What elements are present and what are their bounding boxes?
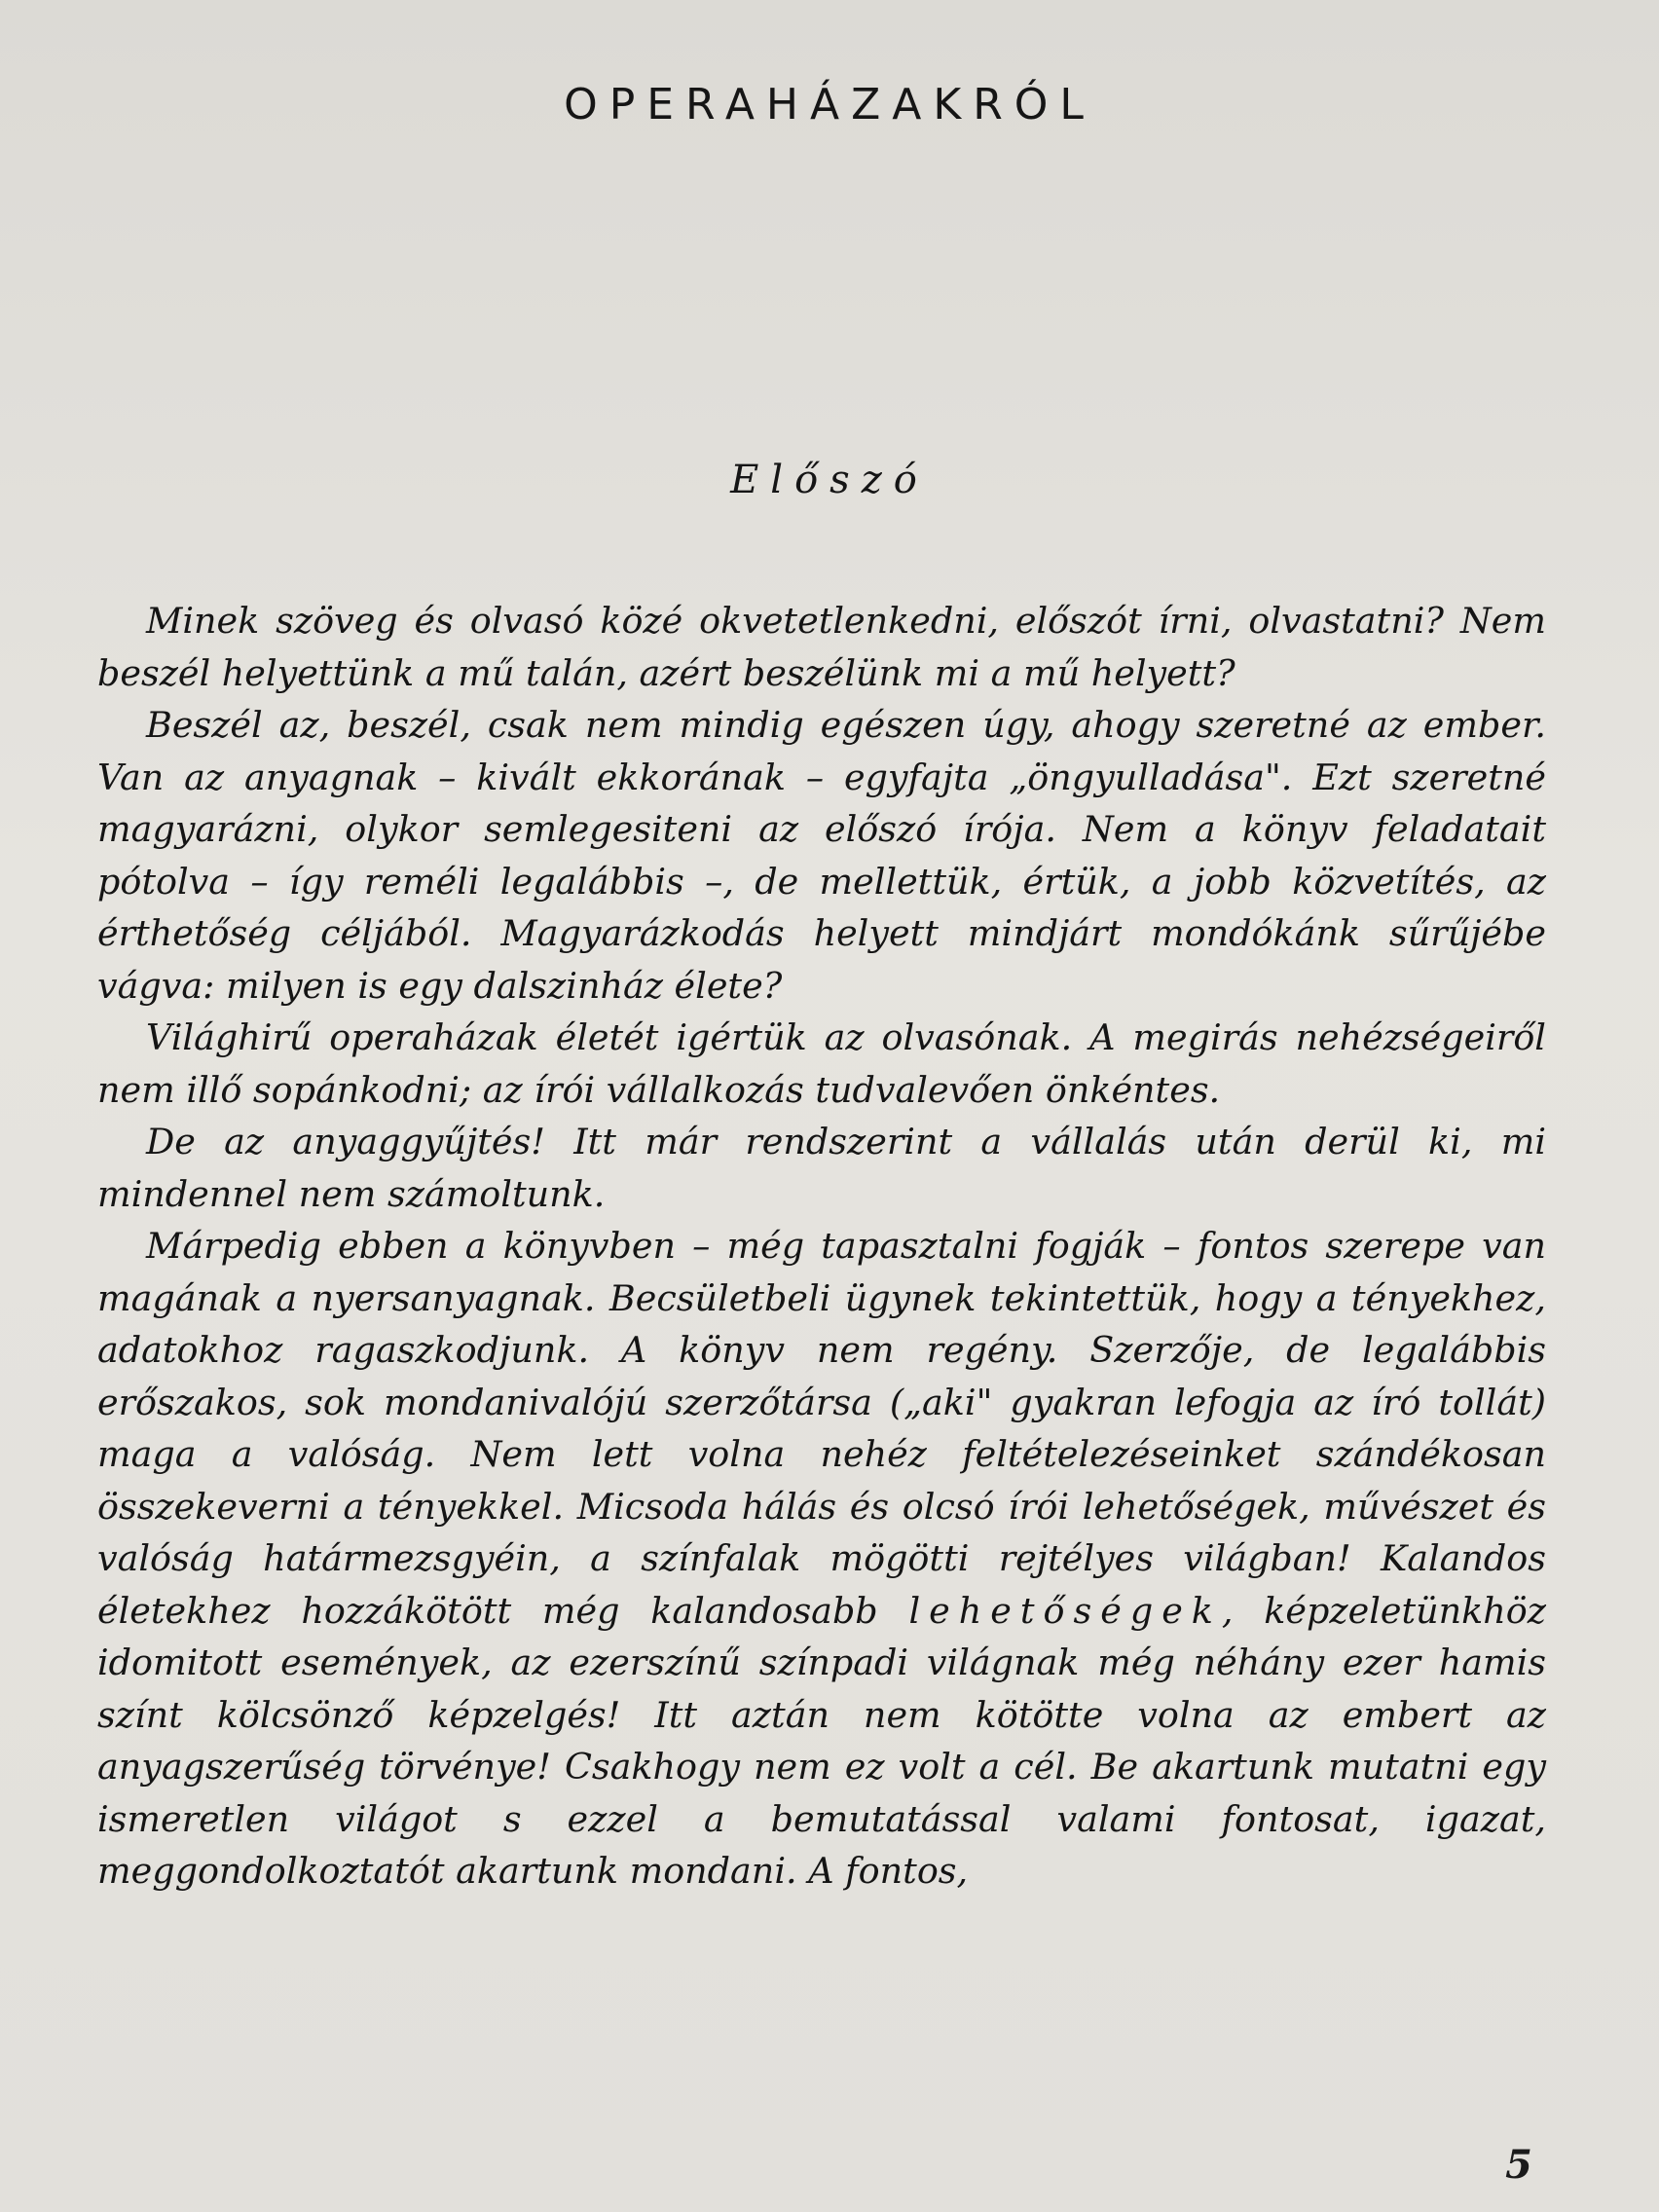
- paragraph-text: Márpedig ebben a könyvben – még tapasztalni fogják – fontos szerepe van magának a nyersanyagnak. Becsületbeli ügynek tekintettük, hogy a tényekhez, adatokhoz ragaszkodjunk. A könyv nem regény. Szerzője, de legalábbis erőszakos, sok mondanivalójú szerzőtársa („aki" gyakran lefogja az író tollát) maga a valóság. Nem lett volna nehéz feltételezéseinket szándékosan összekeverni a tényekkel. Micsoda hálás és olcsó írói lehetőségek, művészet és valóság határmezsgyéin, a színfalak mögötti rejtélyes világban! Kalandos életekhez hozzákötött még kalandosabb: [97, 1225, 1546, 1632]
- running-head: OPERAHÁZAKRÓL: [564, 80, 1095, 129]
- emphasized-word: lehetőségek: [908, 1589, 1222, 1632]
- paragraph: De az anyaggyűjtés! Itt már rendszerint a vállalás után derül ki, mi mindennel nem számoltunk.: [97, 1121, 1546, 1215]
- paragraph: Beszél az, beszél, csak nem mindig egészen úgy, ahogy szeretné az ember. Van az anyagnak – kivált ekkorának – egyfajta „öngyulladása". Ezt szeretné magyarázni, olykor semlegesiteni az előszó írója. Nem a könyv feladatait pótolva – így reméli legalábbis –, de mellettük, értük, a jobb közvetítés, az érthetőség céljából. Magyarázkodás helyett mindjárt mondókánk sűrűjébe vágva: milyen is egy dalszinház élete?: [97, 704, 1546, 1007]
- section-heading: Előszó: [730, 458, 929, 502]
- paragraph: [97, 1220, 1546, 1898]
- body-text: [97, 595, 1546, 1898]
- paragraph-text: , képzeletünkhöz idomitott események, az ezerszínű színpadi világnak még néhány ezer hamis színt kölcsönző képzelgés! Itt aztán nem kötötte volna az embert az anyagszerűség törvénye! Csakhogy nem ez volt a cél. Be akartunk mutatni egy ismeretlen világot s ezzel a bemutatással valami fontosat, igazat, meggondolkoztatót akartunk mondani. A fontos,: [97, 1589, 1547, 1892]
- paragraph: Világhirű operaházak életét igértük az olvasónak. A megirás nehézségeiről nem illő sopánkodni; az írói vállalkozás tudvalevően önkéntes.: [97, 1016, 1546, 1111]
- page-number: 5: [1505, 2142, 1532, 2188]
- paragraph: Minek szöveg és olvasó közé okvetetlenkedni, előszót írni, olvastatni? Nem beszél helyettünk a mű talán, azért beszélünk mi a mű helyett?: [97, 600, 1546, 694]
